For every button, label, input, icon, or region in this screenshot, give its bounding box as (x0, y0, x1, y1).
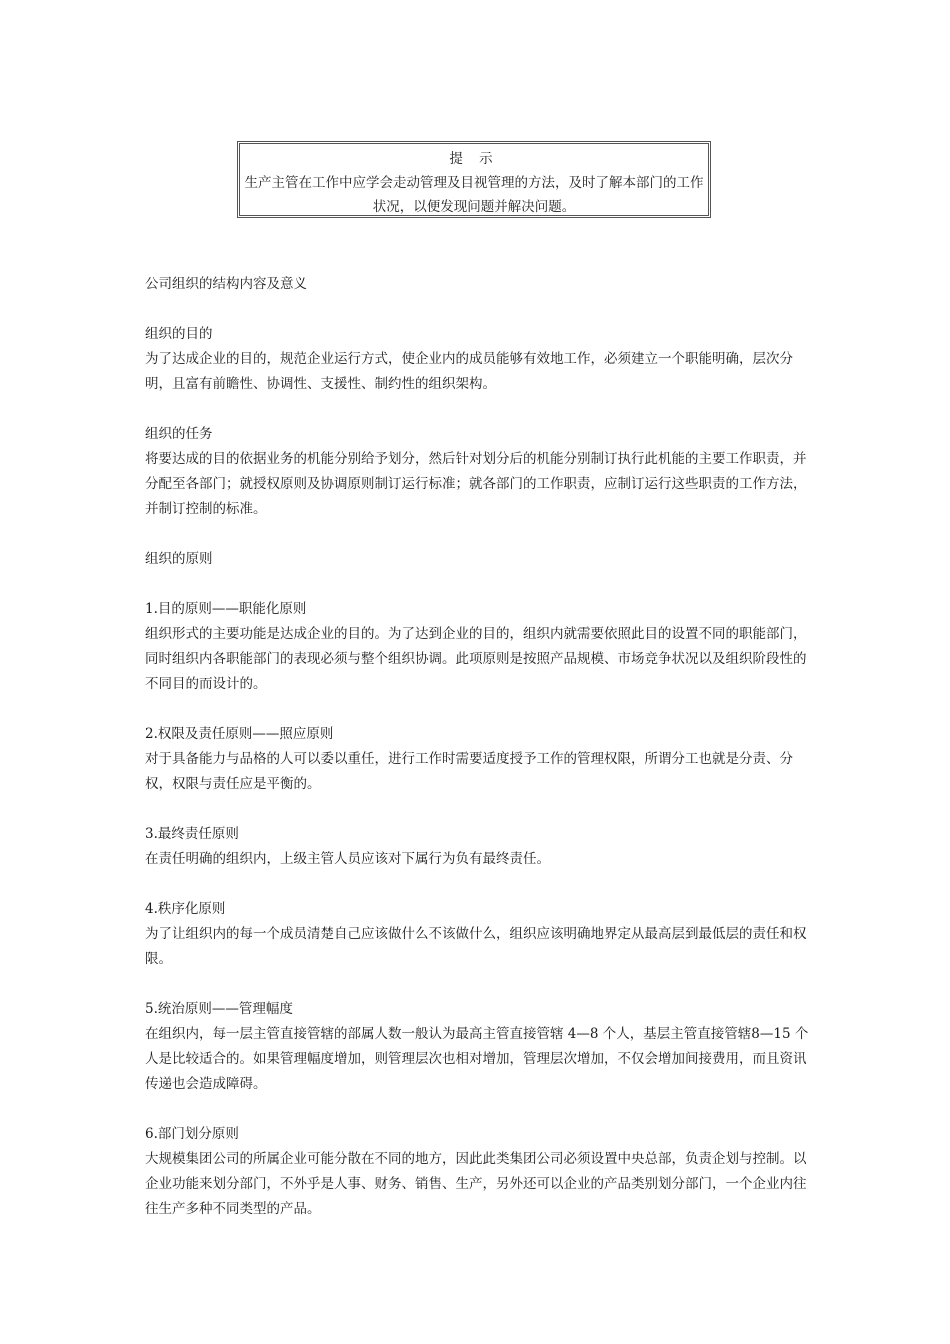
principle-heading: 4.秩序化原则 (145, 901, 226, 917)
tip-box (237, 141, 711, 218)
section-heading-purpose: 组织的目的 (145, 326, 213, 342)
section-body-task: 将要达成的目的依据业务的机能分别给予划分，然后针对划分后的机能分别制订执行此机能的主要工作职责，并分配至各部门；就授权原则及协调原则制订运行标准；就各部门的工作职责，应制订运行这些职责的工作方法，并制订控制的标准。 (145, 451, 807, 517)
principle-body: 在责任明确的组织内，上级主管人员应该对下属行为负有最终责任。 (145, 851, 550, 867)
principle-heading: 1.目的原则——职能化原则 (145, 601, 307, 617)
principle-heading: 6.部门划分原则 (145, 1126, 239, 1142)
principle-body: 对于具备能力与品格的人可以委以重任，进行工作时需要适度授予工作的管理权限，所谓分工也就是分责、分权，权限与责任应是平衡的。 (145, 751, 793, 792)
principle-heading: 3.最终责任原则 (145, 826, 239, 842)
section-heading-principles: 组织的原则 (145, 551, 213, 567)
tip-title: 提 示 (449, 151, 499, 167)
main-title: 公司组织的结构内容及意义 (145, 276, 307, 292)
principle-body: 在组织内，每一层主管直接管辖的部属人数一般认为最高主管直接管辖 4—8 个人，基层主管直接管辖8—15 个人是比较适合的。如果管理幅度增加，则管理层次也相对增加，管理层次增加，不仅会增加间接费用，而且资讯传递也会造成障碍。 (145, 1026, 809, 1092)
section-body-purpose: 为了达成企业的目的，规范企业运行方式，使企业内的成员能够有效地工作，必须建立一个职能明确，层次分明，且富有前瞻性、协调性、支援性、制约性的组织架构。 (145, 351, 793, 392)
principle-body: 组织形式的主要功能是达成企业的目的。为了达到企业的目的，组织内就需要依照此目的设置不同的职能部门，同时组织内各职能部门的表现必须与整个组织协调。此项原则是按照产品规模、市场竞争状况以及组织阶段性的不同目的而设计的。 (145, 626, 807, 692)
principle-body: 为了让组织内的每一个成员清楚自己应该做什么不该做什么，组织应该明确地界定从最高层到最低层的责任和权限。 (145, 926, 807, 967)
section-heading-task: 组织的任务 (145, 426, 213, 442)
tip-text: 生产主管在工作中应学会走动管理及目视管理的方法，及时了解本部门的工作状况，以便发现问题并解决问题。 (244, 175, 704, 215)
principle-body: 大规模集团公司的所属企业可能分散在不同的地方，因此此类集团公司必须设置中央总部，负责企划与控制。以企业功能来划分部门，不外乎是人事、财务、销售、生产，另外还可以企业的产品类别划分部门，一个企业内往往生产多种不同类型的产品。 (145, 1151, 807, 1217)
document-body (145, 272, 810, 1222)
principle-heading: 2.权限及责任原则——照应原则 (145, 726, 334, 742)
principle-heading: 5.统治原则——管理幅度 (145, 1001, 293, 1017)
